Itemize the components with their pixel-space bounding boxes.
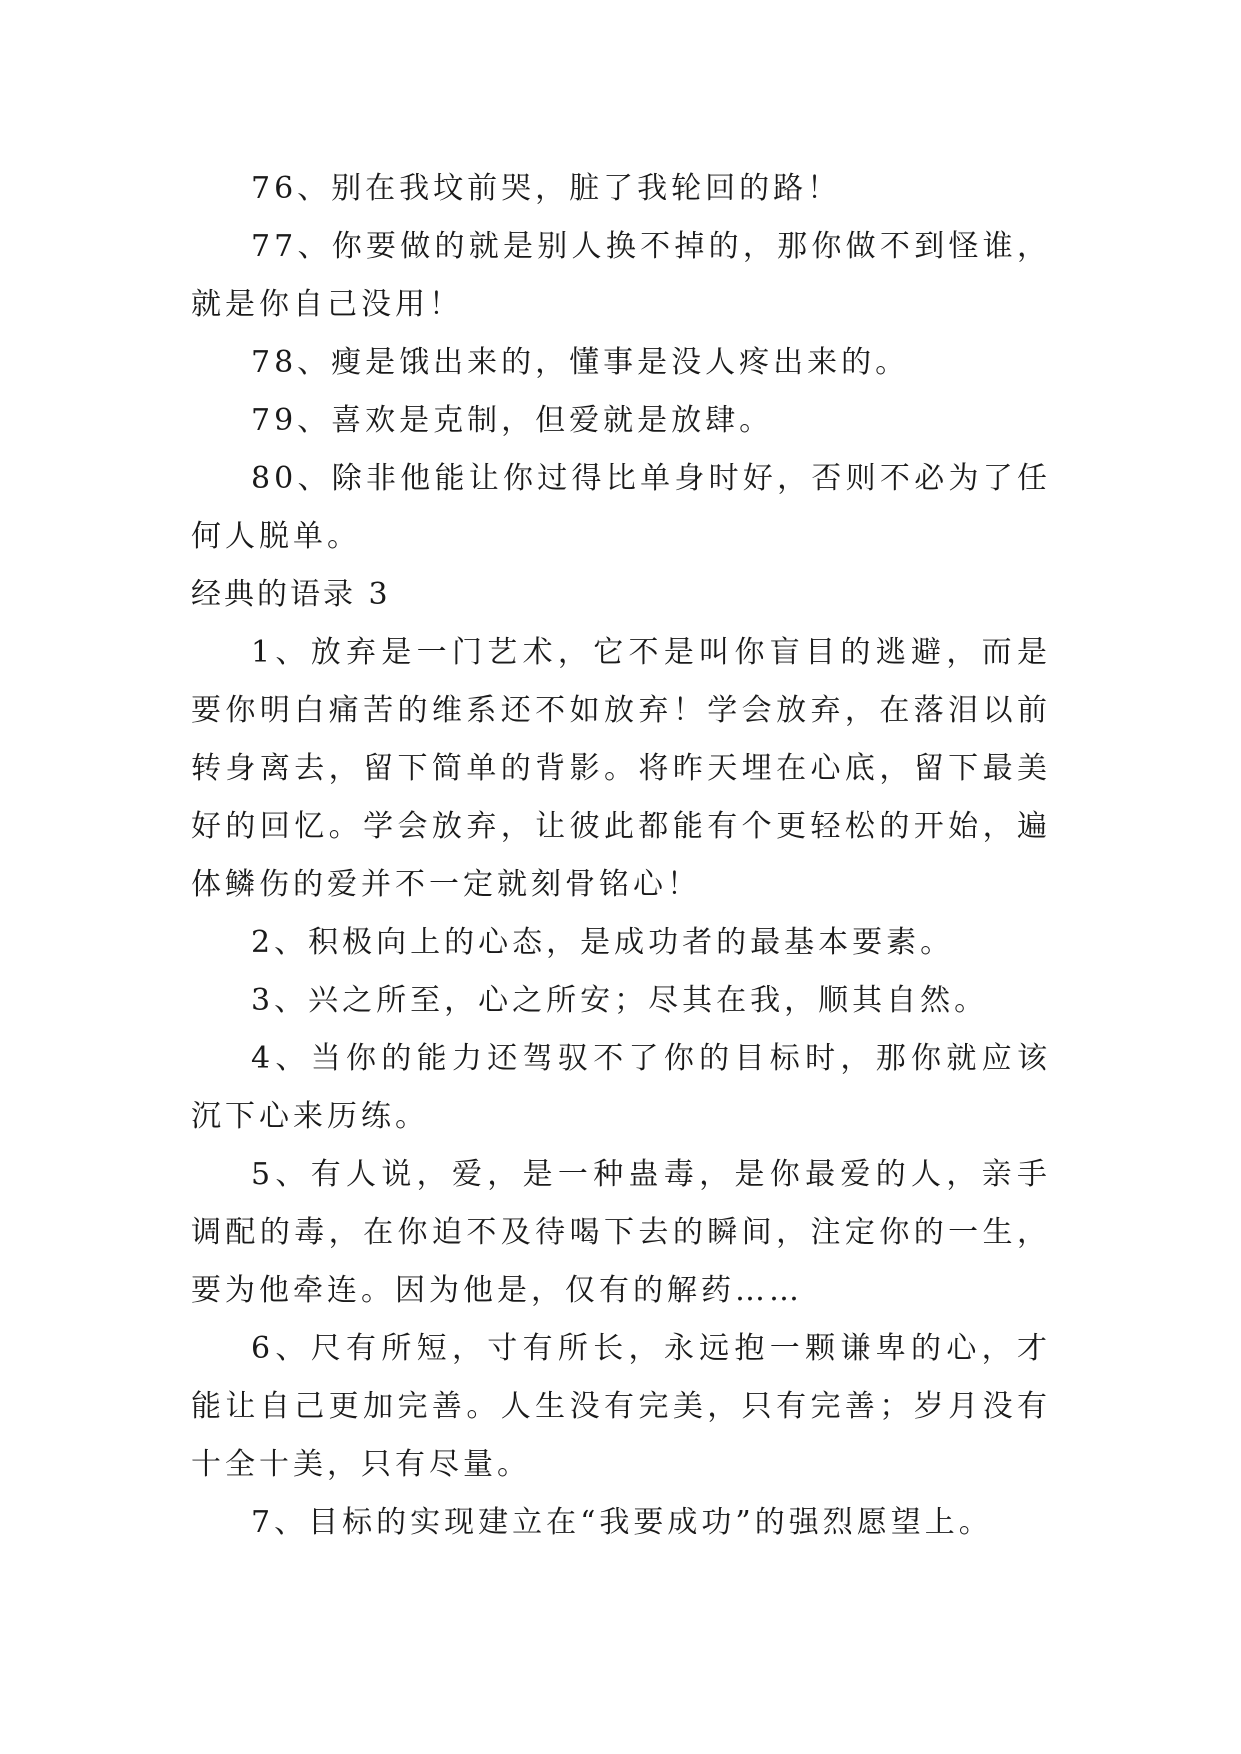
quote-paragraph-2: 2、积极向上的心态，是成功者的最基本要素。: [251, 925, 955, 960]
document-body: [191, 160, 1051, 1552]
quote-paragraph-7: 7、目标的实现建立在“我要成功”的强烈愿望上。: [251, 1505, 993, 1540]
section-heading: 经典的语录 3: [191, 577, 391, 612]
quote-paragraph-76: 76、别在我坟前哭，脏了我轮回的路！: [251, 171, 842, 206]
quote-paragraph-5: 5、有人说，爱，是一种蛊毒，是你最爱的人，亲手调配的毒，在你迫不及待喝下去的瞬间，注定你的一生，要为他牵连。因为他是，仅有的解药……: [191, 1157, 1051, 1308]
quote-paragraph-1: 1、放弃是一门艺术，它不是叫你盲目的逃避，而是要你明白痛苦的维系还不如放弃！学会放弃，在落泪以前转身离去，留下简单的背影。将昨天埋在心底，留下最美好的回忆。学会放弃，让彼此都能有个更轻松的开始，遍体鳞伤的爱并不一定就刻骨铭心！: [191, 635, 1051, 902]
quote-paragraph-78: 78、瘦是饿出来的，懂事是没人疼出来的。: [251, 345, 910, 380]
quote-paragraph-77: 77、你要做的就是别人换不掉的，那你做不到怪谁，就是你自己没用！: [191, 229, 1051, 322]
quote-paragraph-79: 79、喜欢是克制，但爱就是放肆。: [251, 403, 774, 438]
quote-paragraph-3: 3、兴之所至，心之所安；尽其在我，顺其自然。: [251, 983, 989, 1018]
quote-paragraph-4: 4、当你的能力还驾驭不了你的目标时，那你就应该沉下心来历练。: [191, 1041, 1051, 1134]
quote-paragraph-6: 6、尺有所短，寸有所长，永远抱一颗谦卑的心，才能让自己更加完善。人生没有完美，只有完善；岁月没有十全十美，只有尽量。: [191, 1331, 1051, 1482]
quote-paragraph-80: 80、除非他能让你过得比单身时好，否则不必为了任何人脱单。: [191, 461, 1051, 554]
